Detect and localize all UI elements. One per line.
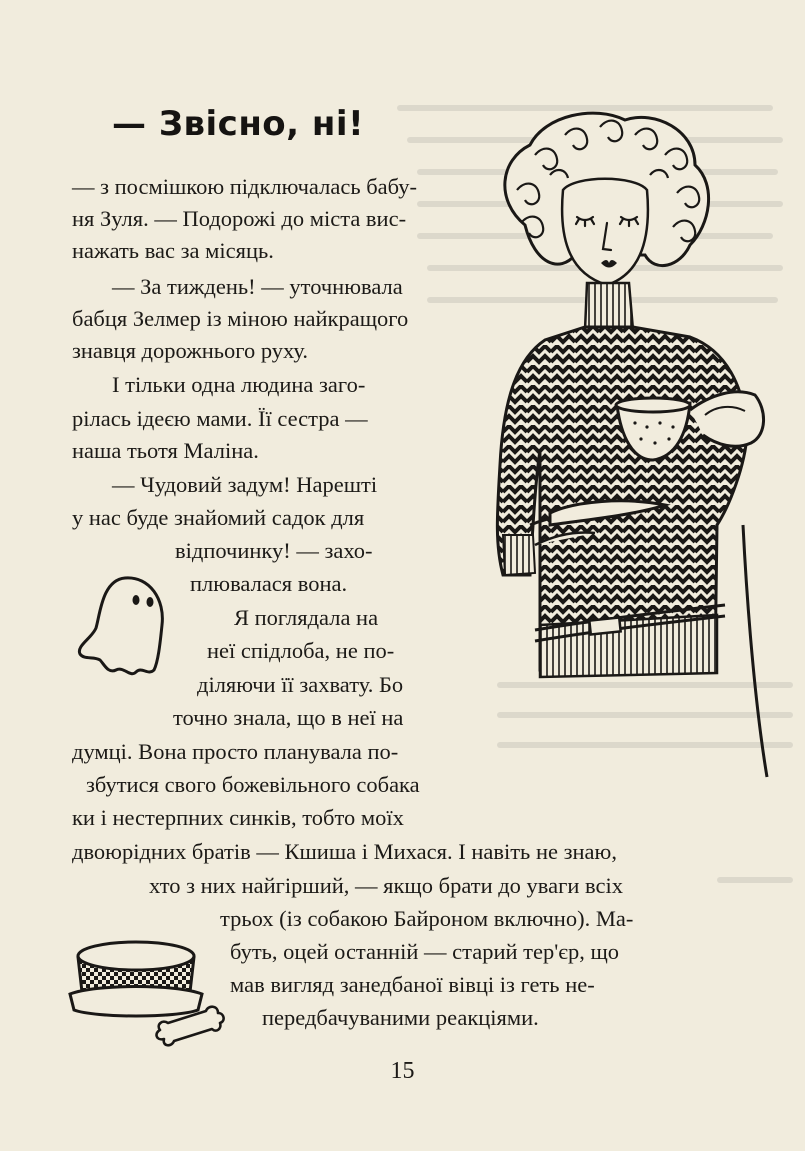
text-line: Я поглядала на bbox=[234, 605, 379, 630]
text-line: нажать вас за місяць. bbox=[72, 238, 274, 263]
text-line: плювалася вона. bbox=[190, 571, 348, 596]
text-line: рілась ідеєю мами. Її сестра — bbox=[72, 406, 368, 431]
text-line: діляючи її захвату. Бо bbox=[197, 672, 404, 697]
page-number: 15 bbox=[390, 1058, 415, 1084]
page-heading: — Звісно, ні! bbox=[112, 104, 365, 144]
text-line: мав вигляд занедбаної вівці із геть не- bbox=[230, 972, 595, 997]
text-line: точно знала, що в неї на bbox=[173, 705, 404, 730]
text-line: буть, оцей останній — старий тер'єр, що bbox=[230, 939, 620, 964]
text-line: наша тьотя Маліна. bbox=[72, 438, 259, 463]
text-line: — За тиждень! — уточнювала bbox=[112, 274, 403, 299]
text-line: хто з них найгірший, — якщо брати до уваги всіх bbox=[149, 873, 623, 898]
text-line: неї спідлоба, не по- bbox=[207, 638, 395, 663]
text-line: — Чудовий задум! Нарешті bbox=[112, 472, 378, 497]
text-line: ки і нестерпних синків, тобто моїх bbox=[72, 805, 404, 830]
text-line: ня Зуля. — Подорожі до міста вис- bbox=[72, 206, 407, 231]
text-line: трьох (із собакою Байроном включно). Ма- bbox=[220, 906, 634, 931]
text-line: І тільки одна людина заго- bbox=[112, 372, 366, 397]
text-line: відпочинку! — захо- bbox=[175, 538, 373, 563]
text-line: знавця дорожнього руху. bbox=[72, 338, 309, 363]
text-line: — з посмішкою підключалась бабу- bbox=[72, 174, 417, 199]
woman-with-teacup-illustration bbox=[455, 105, 785, 785]
text-line: збутися свого божевільного собака bbox=[86, 772, 420, 797]
text-line: думці. Вона просто планувала по- bbox=[72, 739, 399, 764]
text-line: бабця Зелмер із міною найкращого bbox=[72, 306, 409, 331]
text-line: у нас буде знайомий садок для bbox=[72, 505, 365, 530]
ghost-illustration bbox=[70, 570, 170, 680]
text-line: двоюрідних братів — Кшиша і Михася. І навіть не знаю, bbox=[72, 839, 617, 864]
bone-illustration bbox=[150, 1005, 230, 1055]
text-line: передбачуваними реакціями. bbox=[262, 1005, 539, 1030]
